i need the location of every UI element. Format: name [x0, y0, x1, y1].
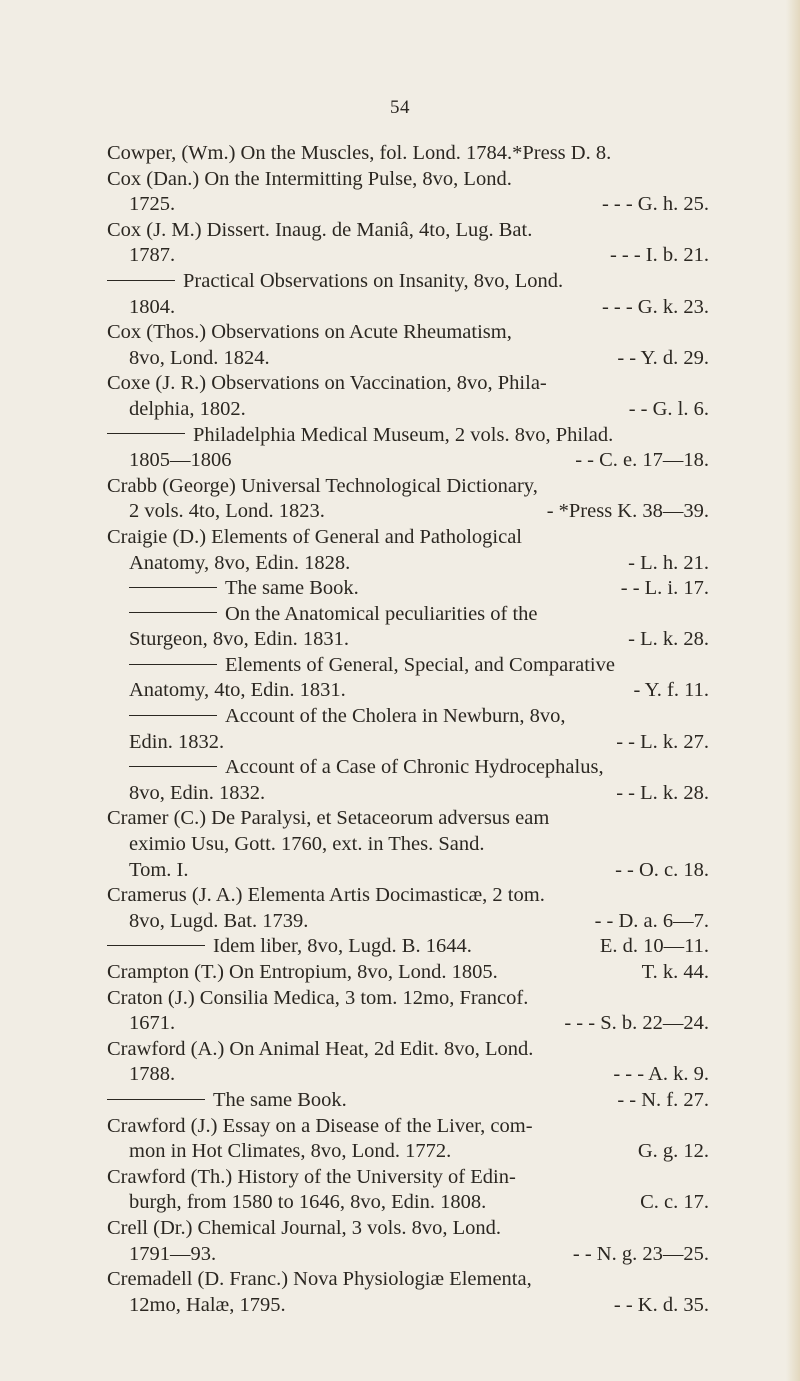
entry-text: The same Book. [225, 577, 359, 600]
catalogue-line [107, 1293, 709, 1319]
entry-text: 1671. [129, 1012, 176, 1035]
catalogue-line [107, 602, 709, 628]
entry-text: On the Anatomical peculiarities of the [225, 602, 538, 625]
entry-text: Sturgeon, 8vo, Edin. 1831. [129, 628, 349, 651]
ditto-rule [129, 664, 217, 665]
ditto-rule [129, 587, 217, 588]
catalogue-line [107, 1011, 709, 1037]
entry-text: Tom. I. [129, 858, 189, 881]
entry-text: Cramer (C.) De Paralysi, et Setaceorum adversus eam [107, 807, 550, 830]
catalogue-line [107, 525, 709, 551]
shelf-reference: - *Press K. 38—39. [546, 500, 709, 523]
shelf-reference: T. k. 44. [641, 961, 709, 983]
catalogue-line [107, 1088, 709, 1114]
entry-text: Anatomy, 4to, Edin. 1831. [129, 679, 346, 702]
shelf-reference: - - D. a. 6—7. [594, 909, 709, 932]
catalogue-line [107, 295, 709, 321]
entry-text: Elements of General, Special, and Comparative [225, 653, 615, 676]
entry-text: 1791—93. [129, 1242, 217, 1265]
catalogue-line [107, 960, 709, 986]
entry-text: delphia, 1802. [129, 397, 246, 420]
entry-text: Philadelphia Medical Museum, 2 vols. 8vo, Philad. [193, 423, 614, 446]
shelf-reference: - - - G. k. 23. [601, 295, 709, 318]
shelf-reference: - - - G. h. 25. [601, 193, 709, 216]
catalogue-line [107, 1062, 709, 1088]
catalogue-line [107, 653, 709, 679]
ditto-rule [107, 433, 185, 434]
entry-text: The same Book. [213, 1088, 347, 1111]
shelf-reference: - - O. c. 18. [615, 858, 709, 881]
entry-text: Crampton (T.) On Entropium, 8vo, Lond. 1805. [107, 961, 498, 983]
shelf-reference: - - K. d. 35. [613, 1293, 709, 1316]
catalogue-line [107, 576, 709, 602]
shelf-reference: - - G. l. 6. [628, 397, 709, 420]
catalogue-line [107, 243, 709, 269]
entry-text: Crell (Dr.) Chemical Journal, 3 vols. 8vo, Lond. [107, 1216, 501, 1239]
shelf-reference: - - - S. b. 22—24. [564, 1012, 709, 1035]
entry-text: Account of a Case of Chronic Hydrocephalus, [225, 756, 604, 779]
catalogue-line [107, 1114, 709, 1140]
catalogue-line [107, 141, 709, 167]
page-number: 54 [390, 97, 410, 118]
entry-text: Cramerus (J. A.) Elementa Artis Docimasticæ, 2 tom. [107, 884, 545, 907]
ditto-rule [129, 766, 217, 767]
catalogue-line [107, 218, 709, 244]
entry-text: 8vo, Lugd. Bat. 1739. [129, 909, 309, 932]
catalogue-line [107, 627, 709, 653]
catalogue-line [107, 423, 709, 449]
entry-text: 1804. [129, 295, 176, 318]
entry-text: 1788. [129, 1063, 176, 1086]
entry-text: 1787. [129, 244, 176, 267]
entry-text: Craton (J.) Consilia Medica, 3 tom. 12mo, Francof. [107, 986, 529, 1009]
entry-text: Idem liber, 8vo, Lugd. B. 1644. [213, 935, 472, 958]
ditto-rule [129, 612, 217, 613]
catalogue-line [107, 474, 709, 500]
catalogue-line [107, 551, 709, 577]
ditto-rule [107, 945, 205, 946]
entry-text: 2 vols. 4to, Lond. 1823. [129, 500, 325, 523]
shelf-reference: E. d. 10—11. [599, 935, 709, 958]
catalogue-line [107, 397, 709, 423]
catalogue-line [107, 499, 709, 525]
shelf-reference: - - C. e. 17—18. [575, 449, 709, 472]
shelf-reference: - Y. f. 11. [633, 679, 709, 702]
shelf-reference: G. g. 12. [637, 1140, 709, 1163]
catalogue-line [107, 781, 709, 807]
entry-text: Crawford (A.) On Animal Heat, 2d Edit. 8vo, Lond. [107, 1037, 534, 1060]
entry-text: burgh, from 1580 to 1646, 8vo, Edin. 1808. [129, 1191, 487, 1214]
entry-text: Account of the Cholera in Newburn, 8vo, [225, 705, 566, 728]
ditto-rule [107, 1099, 205, 1100]
entry-text: Cremadell (D. Franc.) Nova Physiologiæ Elementa, [107, 1268, 532, 1291]
entry-text: mon in Hot Climates, 8vo, Lond. 1772. [129, 1140, 452, 1163]
shelf-reference: - - - I. b. 21. [609, 244, 709, 267]
catalogue-line [107, 858, 709, 884]
catalogue-line [107, 167, 709, 193]
entry-text: Cox (Thos.) Observations on Acute Rheumatism, [107, 321, 512, 344]
ditto-rule [129, 715, 217, 716]
catalogue-line [107, 1139, 709, 1165]
entry-text: 1805—1806 [129, 449, 232, 472]
entry-text: Crabb (George) Universal Technological Dictionary, [107, 474, 538, 497]
entry-text: eximio Usu, Gott. 1760, ext. in Thes. Sand. [129, 833, 485, 856]
catalogue-line [107, 806, 709, 832]
catalogue-line [107, 730, 709, 756]
entry-text: Cox (Dan.) On the Intermitting Pulse, 8vo, Lond. [107, 167, 512, 190]
catalogue-line [107, 909, 709, 935]
entry-text: Practical Observations on Insanity, 8vo, Lond. [183, 269, 564, 292]
catalogue-line [107, 755, 709, 781]
entry-text: 12mo, Halæ, 1795. [129, 1293, 286, 1316]
entry-text: Edin. 1832. [129, 730, 225, 753]
entry-text: Crawford (Th.) History of the University of Edin- [107, 1165, 516, 1188]
shelf-reference: - - N. f. 27. [617, 1088, 709, 1111]
catalogue-line [107, 1216, 709, 1242]
entry-text: 1725. [129, 193, 176, 216]
page-edge-shadow [786, 0, 800, 1381]
shelf-reference: - L. h. 21. [628, 551, 709, 574]
catalogue-entries [107, 141, 709, 1318]
catalogue-line [107, 934, 709, 960]
entry-text: Craigie (D.) Elements of General and Pathological [107, 525, 522, 548]
catalogue-line [107, 1037, 709, 1063]
catalogue-line [107, 371, 709, 397]
shelf-reference: C. c. 17. [640, 1191, 709, 1214]
catalogue-line [107, 1190, 709, 1216]
catalogue-line [107, 704, 709, 730]
catalogue-line [107, 1242, 709, 1268]
catalogue-line [107, 448, 709, 474]
catalogue-line [107, 832, 709, 858]
entry-text: Cowper, (Wm.) On the Muscles, fol. Lond. 1784.*Press D. 8. [107, 142, 612, 164]
entry-text: Anatomy, 8vo, Edin. 1828. [129, 551, 351, 574]
catalogue-line [107, 1165, 709, 1191]
shelf-reference: - - - A. k. 9. [613, 1063, 709, 1086]
catalogue-line [107, 320, 709, 346]
catalogue-line [107, 1267, 709, 1293]
catalogue-line [107, 986, 709, 1012]
catalogue-line [107, 269, 709, 295]
entry-text: Crawford (J.) Essay on a Disease of the Liver, com- [107, 1114, 533, 1137]
entry-text: 8vo, Lond. 1824. [129, 346, 270, 369]
entry-text: Coxe (J. R.) Observations on Vaccination, 8vo, Phila- [107, 372, 547, 395]
catalogue-line [107, 883, 709, 909]
shelf-reference: - - L. k. 28. [616, 781, 709, 804]
ditto-rule [107, 280, 175, 281]
catalogue-line [107, 678, 709, 704]
shelf-reference: - - N. g. 23—25. [572, 1242, 709, 1265]
shelf-reference: - L. k. 28. [628, 628, 709, 651]
entry-text: 8vo, Edin. 1832. [129, 781, 266, 804]
catalogue-line [107, 192, 709, 218]
shelf-reference: - - L. i. 17. [620, 577, 709, 600]
catalogue-line [107, 346, 709, 372]
entry-text: Cox (J. M.) Dissert. Inaug. de Maniâ, 4to, Lug. Bat. [107, 218, 533, 241]
shelf-reference: - - Y. d. 29. [617, 346, 709, 369]
shelf-reference: - - L. k. 27. [616, 730, 709, 753]
